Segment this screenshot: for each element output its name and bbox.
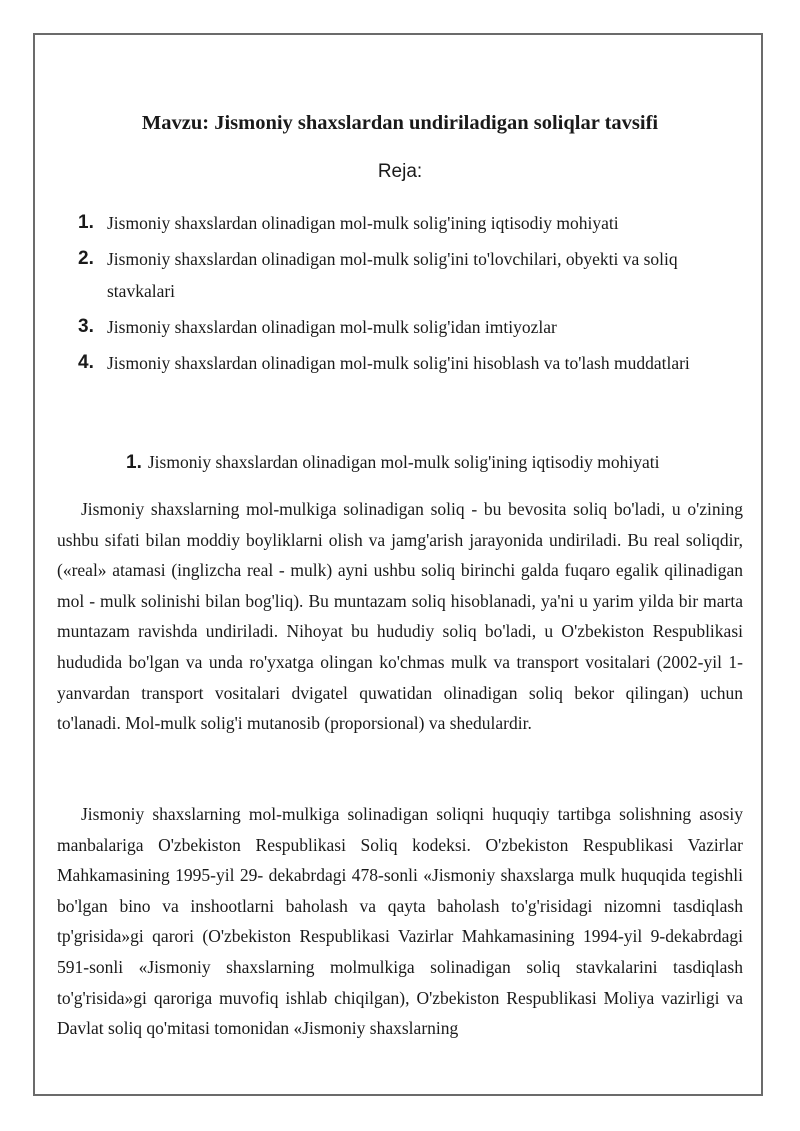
plan-item-text: Jismoniy shaxslardan olinadigan mol-mulk solig'ining iqtisodiy mohiyati [107,213,619,233]
plan-list [78,207,738,383]
plan-item-number: 3. [78,316,94,337]
section-heading-number: 1. [126,452,142,473]
plan-item [78,207,738,239]
plan-item [78,347,738,379]
section-heading-text: Jismoniy shaxslardan olinadigan mol-mulk solig'ining iqtisodiy mohiyati [147,452,660,472]
plan-item-text: Jismoniy shaxslardan olinadigan mol-mulk solig'ini to'lovchilari, obyekti va soliq stavkalari [107,249,678,301]
plan-item-number: 2. [78,248,94,269]
body-paragraph: Jismoniy shaxslarning mol-mulkiga solinadigan soliqni huquqiy tartibga solishning asosiy manbalariga O'zbekiston Respublikasi Soliq kodeksi. O'zbekiston Respublikasi Vazirlar Mahkamasining 1995-yil 29- dekabrdagi 478-sonli «Jismoniy shaxslarga mulk huquqida tegishli bo'lgan bino va inshootlarni baholash va qayta baholash to'g'risidagi nizomni tasdiqlash tp'grisida»gi qarori (O'zbekiston Respublikasi Vazirlar Mahkamasining 1994-yil 9-dekabrdagi 591-sonli «Jismoniy shaxslarning molmulkiga solinadigan soliq stavkalarini tasdiqlash to'g'risida»gi qaroriga muvofiq ishlab chiqilgan), O'zbekiston Respublikasi Moliya vazirligi va Davlat soliq qo'mitasi tomonidan «Jismoniy shaxslarning [57,804,743,1039]
plan-item-text: Jismoniy shaxslardan olinadigan mol-mulk solig'idan imtiyozlar [107,317,557,337]
document-title: Mavzu: Jismoniy shaxslardan undiriladigan soliqlar tavsifi [141,112,659,134]
section-heading [126,447,746,478]
plan-item-text: Jismoniy shaxslardan olinadigan mol-mulk solig'ini hisoblash va to'lash muddatlari [107,353,690,373]
plan-item-number: 1. [78,212,94,233]
plan-item [78,311,738,343]
plan-item-number: 4. [78,352,94,373]
body-paragraph: Jismoniy shaxslarning mol-mulkiga solinadigan soliq - bu bevosita soliq bo'ladi, u o'zining ushbu sifati bilan moddiy boyliklarni olish va jamg'arish jarayonida undiriladi. Bu real soliqdir, («real» atamasi (inglizcha real - mulk) ayni ushbu soliq birinchi galda fuqaro egalik qilinadigan mol - mulk solinishi bilan bog'liq). Bu muntazam soliq hisoblanadi, ya'ni u yarim yilda bir marta muntazam ravishda undiriladi. Nihoyat bu hududiy soliq bo'ladi, u O'zbekiston Respublikasi hududida bo'lgan va unda ro'yxatga olingan ko'chmas mulk va transport vositalari (2002-yil 1- yanvardan transport vositalari dvigatel quwatidan olinadigan soliq bekor qilingan) uchun to'lanadi. Mol-mulk solig'i mutanosib (proporsional) va shedulardir. [57,499,743,734]
plan-item [78,243,738,307]
plan-label: Reja: [377,161,423,182]
